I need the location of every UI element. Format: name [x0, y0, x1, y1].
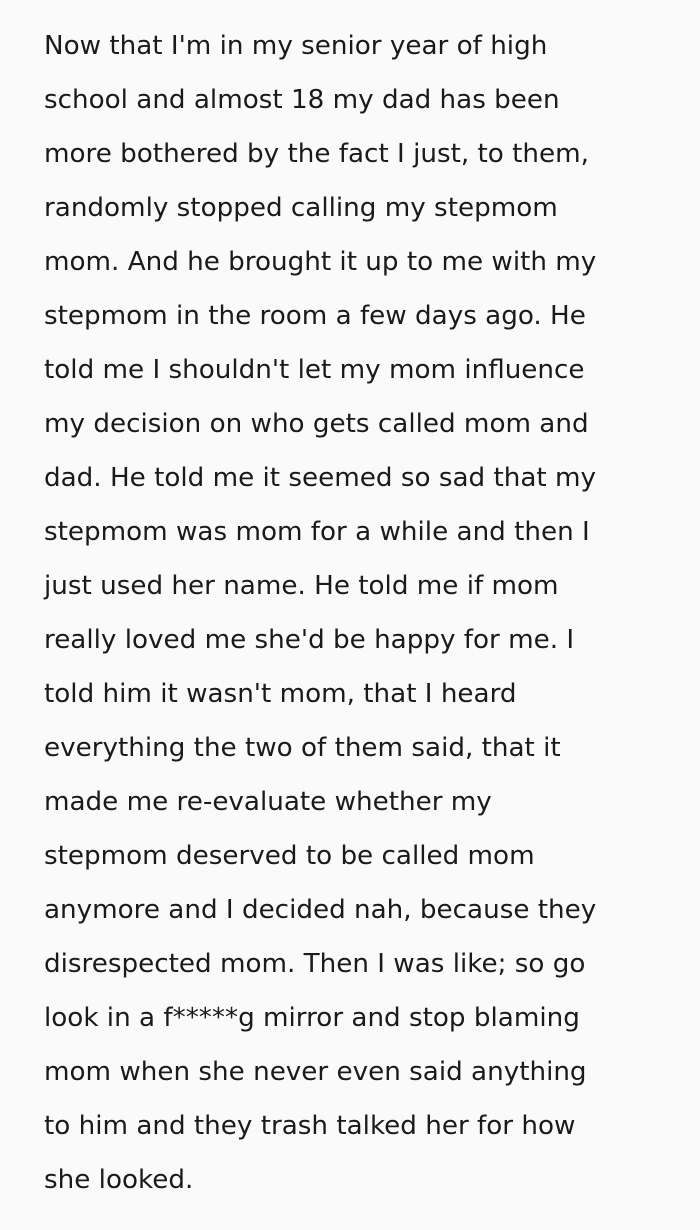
text-line: mom when she never even said anything	[44, 1057, 587, 1087]
text-line: made me re-evaluate whether my	[44, 787, 492, 817]
text-line: disrespected mom. Then I was like; so go	[44, 949, 586, 979]
text-line: stepmom was mom for a while and then I	[44, 517, 590, 547]
text-line: dad. He told me it seemed so sad that my	[44, 463, 596, 493]
text-line: told me I shouldn't let my mom influence	[44, 355, 585, 385]
text-line: to him and they trash talked her for how	[44, 1111, 576, 1141]
post-body-text	[44, 19, 684, 1207]
text-line: stepmom in the room a few days ago. He	[44, 301, 586, 331]
text-line: Now that I'm in my senior year of high	[44, 31, 548, 61]
text-line: look in a f*****g mirror and stop blaming	[44, 1003, 580, 1033]
text-line: anymore and I decided nah, because they	[44, 895, 597, 925]
text-line: everything the two of them said, that it	[44, 733, 561, 763]
text-line: just used her name. He told me if mom	[44, 571, 559, 601]
text-line: told him it wasn't mom, that I heard	[44, 679, 517, 709]
text-line: randomly stopped calling my stepmom	[44, 193, 558, 223]
text-line: really loved me she'd be happy for me. I	[44, 625, 575, 655]
text-line: more bothered by the fact I just, to them,	[44, 139, 589, 169]
text-line: school and almost 18 my dad has been	[44, 85, 560, 115]
text-line: mom. And he brought it up to me with my	[44, 247, 597, 277]
text-line: she looked.	[44, 1165, 194, 1195]
text-line: my decision on who gets called mom and	[44, 409, 589, 439]
text-line: stepmom deserved to be called mom	[44, 841, 535, 871]
